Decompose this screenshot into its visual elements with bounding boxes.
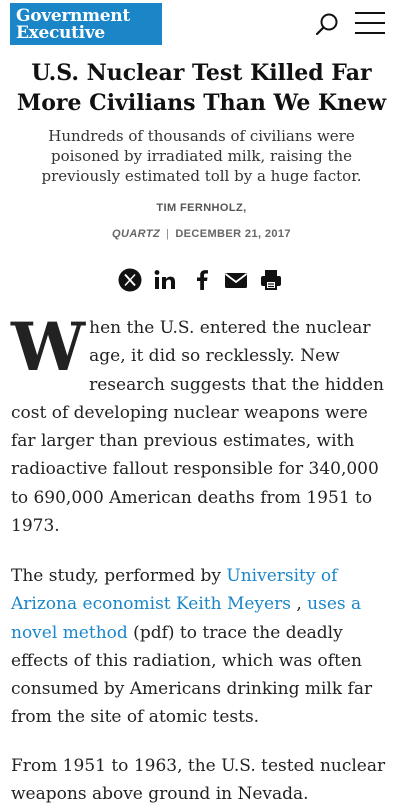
article-headline: U.S. Nuclear Test Killed Far More Civilians Than We Knew: [16, 60, 387, 116]
article-paragraph-3: From 1951 to 1963, the U.S. tested nuclear weapons above ground in Nevada.: [11, 756, 386, 805]
source-name[interactable]: QUARTZ: [112, 228, 161, 240]
byline-separator: |: [166, 228, 170, 240]
publish-date: DECEMBER 21, 2017: [175, 228, 291, 240]
article-paragraph-2: [11, 562, 396, 732]
site-header: [0, 0, 403, 50]
link-novel-method[interactable]: uses a novel method: [11, 594, 362, 643]
x-icon[interactable]: [117, 266, 143, 294]
search-icon[interactable]: [314, 12, 340, 38]
paragraph-1-text: hen the U.S. entered the nuclear age, it did so recklessly. New research suggests that the hidden cost of developing nuclear weapons were far larger than previous estimates, with radioactive fallout responsible for 340,000 to 690,000 American deaths from 1951 to 1973.: [11, 318, 384, 537]
print-icon[interactable]: [258, 266, 284, 294]
share-bar: [115, 266, 290, 294]
article-dek: Hundreds of thousands of civilians were poisoned by irradiated milk, raising the previously estimated toll by a huge factor.: [41, 127, 362, 185]
menu-icon[interactable]: [355, 12, 385, 36]
drop-cap: W: [11, 308, 86, 386]
paragraph-2-text-b: ,: [290, 594, 308, 615]
article-paragraph-1: [11, 308, 396, 540]
byline: [0, 228, 403, 240]
email-icon[interactable]: [223, 266, 249, 294]
link-keith-meyers[interactable]: University of Arizona economist Keith Meyers: [11, 566, 338, 615]
paragraph-2-text-a: The study, performed by: [11, 566, 227, 586]
logo-line-2: Executive: [16, 23, 105, 43]
author-name[interactable]: TIM FERNHOLZ,: [156, 202, 247, 214]
facebook-icon[interactable]: [189, 266, 215, 294]
logo-line-1: Government: [16, 6, 130, 26]
linkedin-icon[interactable]: [152, 266, 178, 294]
site-logo[interactable]: [10, 3, 162, 45]
paragraph-2-text-c: (pdf) to trace the deadly effects of this radiation, which was often consumed by Americans drinking milk far from the site of atomic tests.: [11, 622, 373, 728]
